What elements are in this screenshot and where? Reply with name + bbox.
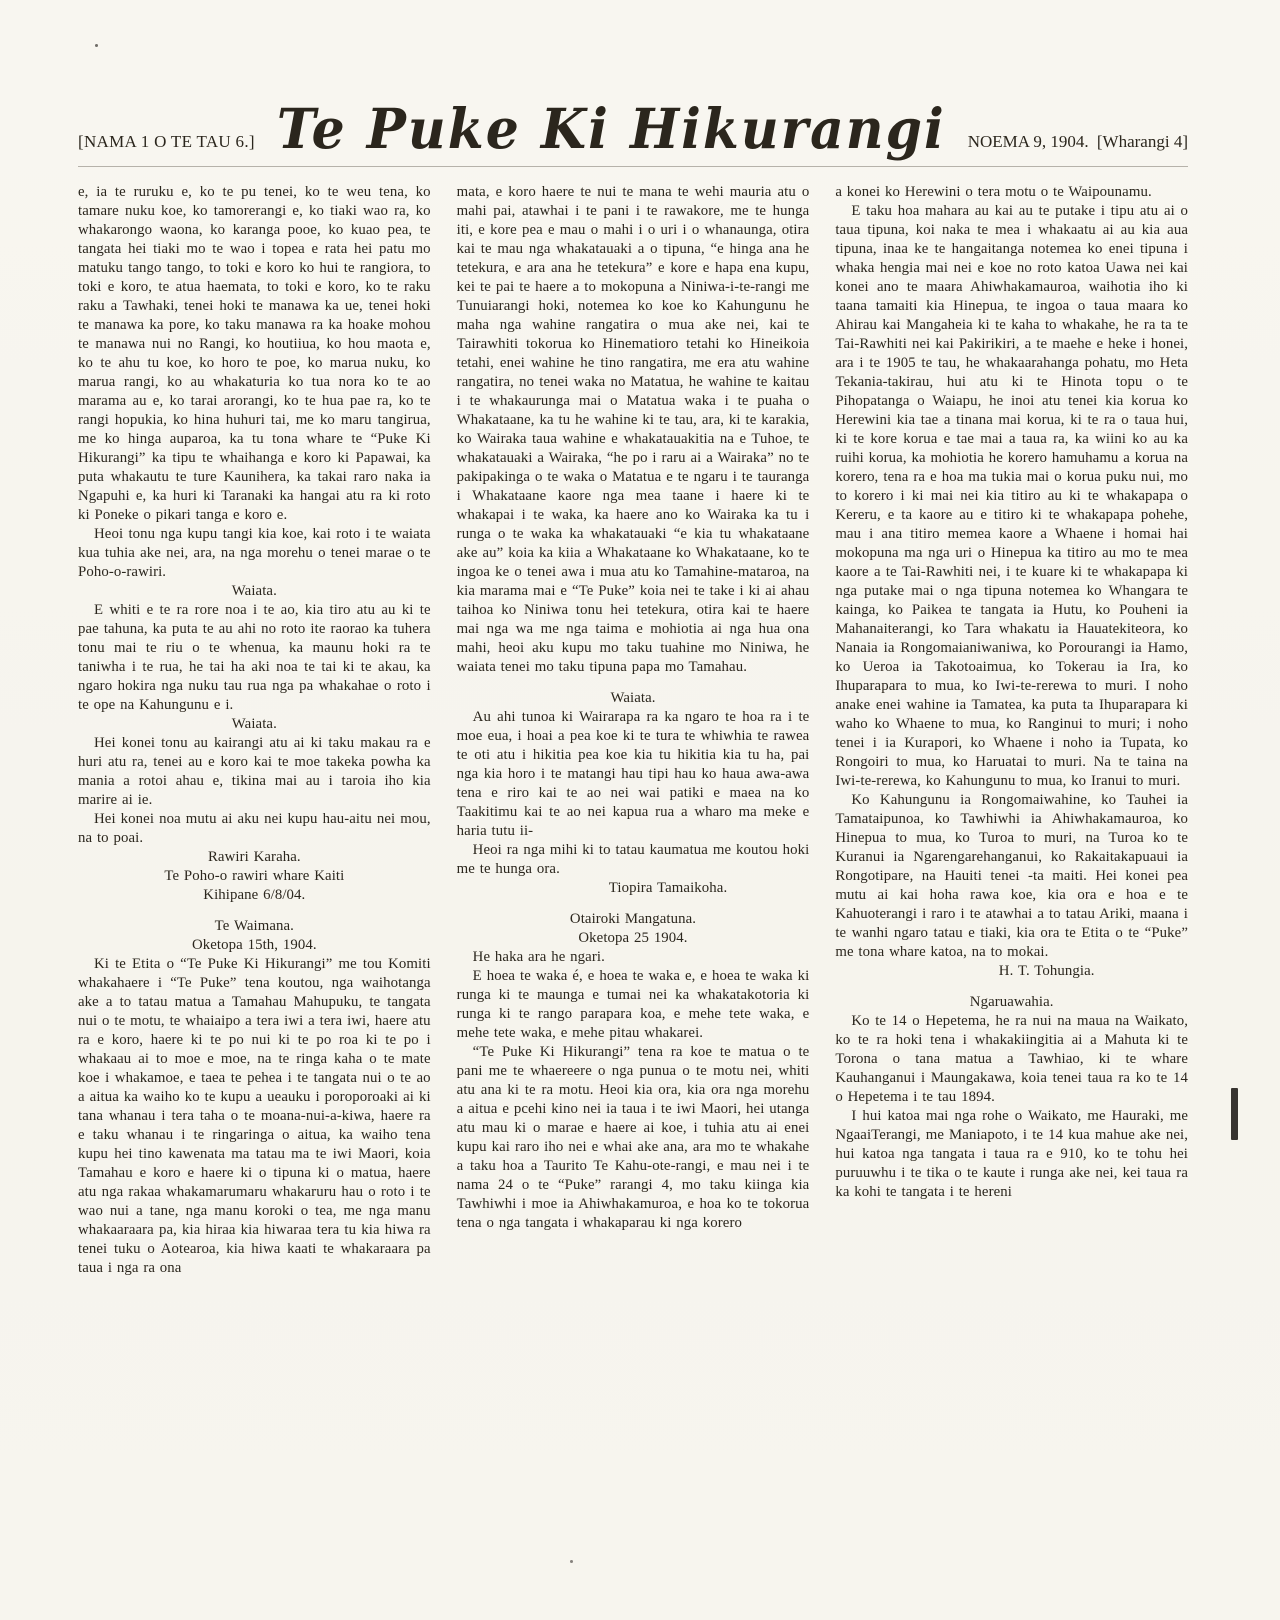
paragraph: Ki te Etita o “Te Puke Ki Hikurangi” me tou Komiti whakahaere i “Te Puke” tena koutou, nga waihotanga ake a to tatau matua a Tamahau Mahupuku, te tangata nui o te motu, te whaiaipo a tera iwi a tera iwi, haere atu ra e koro, haere ki te po nui ki te po roa ki te po i whakaau ai to moe e moe, na te ringa kaha o te mate koe i whakamoe, e taea te pehea i te tangata nui o te ao a aitua ka waiho ko te kupu a ueauku i poroporoaki ai ki tana whanau i tera taha o te moana-nui-a-kiwa, haere ra e taku whanau i te ringaringa o aitua, ka waiho tena kupu hei tino kawenata ma tatau ma te iwi Maori, koia Tamahau e koro e haere ki o tipuna ki o matua, haere atu nga rakaa whakamarumaru whakaruru hau o roto i te wao nui a tane, nga manu koroki o tea, me nga manu whakaaraara pa, kia hiraa kia hiwaraa tera tu kia hiwa ra tenei tuku o Aotearoa, kia hiwa kaati te whakaraara pa taua i nga ra ona xyxy=(78,956,431,1276)
page-number: [Wharangi 4] xyxy=(1096,132,1188,151)
paragraph: Ko te 14 o Hepetema, he ra nui na maua na Waikato, ko te ra hoki tena i whakakiingitia ai a Mahuta ki te Torona o tana matua a Tawhiao, ki te whare Kauhanganui i Maungakawa, koia tenei taua ra ko te 14 o Hepetema i te tau 1894. xyxy=(835,1013,1189,1105)
heading-line: Ngaruawahia. xyxy=(969,994,1054,1010)
heading-line: Tiopira Tamaikoha. xyxy=(608,880,728,896)
scan-artifact-right-edge xyxy=(1231,1088,1238,1140)
paragraph: Hei konei tonu au kairangi atu ai ki taku makau ra e huri atu ra, tenei au e koro kai te moe takeka powha ka mania a rotoi ahau e, tikina mai au i taroia iho kia marire ai ie. xyxy=(78,735,431,808)
heading-line: Te Poho-o rawiri whare Kaiti xyxy=(164,868,345,884)
text-column-1 xyxy=(78,183,431,1278)
heading-line: Waiata. xyxy=(231,716,277,732)
masthead-row xyxy=(78,97,1188,162)
heading-line: Waiata. xyxy=(231,583,277,599)
paragraph: mata, e koro haere te nui te mana te wehi mauria atu o mahi pai, atawhai i te pani i te rawakore, me te hunga iti, e kore pea e mau o mahi i o uri i o whanaunga, otira kai te mau nga whakatauaki a o tipuna, “e hinga ana he tetekura, e ara ana he tetekura” e kore e hapa ena kupu, kei te pai te haere a to mokopuna a Niniwa-i-te-rangi me Tunuiarangi hoki, notemea ko koe ko Kahungunu he maha nga wahine rangatira o mua ake nei, kai te Tairawhiti tokorua ko Hinematioro tetahi ko Hineikoia tetahi, enei wahine he tino rangatira, me era atu wahine rangatira, no tenei waka no Matatua, he wahine te kaitau i te whakaurunga mai o Matatua waka i te puaha o Whakataane, ka tu he wahine ki te tau, ara, ki te karakia, ko Wairaka taua wahine e whakatauakitia na e Tuhoe, te whakatauaki a Wairaka, “he po i raru ai a Wairaka” no te pakipakinga o te waka o Matatua e te ngaru i te tauranga i Whakataane kaore nga mea taane i haere ki te whakapai i te waka, ka haere ano ko Wairaka ka tu i runga o te waka ka whakatauaki “e kia tu whakataane ake au” koia ka kiia a Whakataane ko Whakataane, ko te ingoa ke o tenei awa i mua atu ko Tamahine-mataroa, na kia marama mai e “Te Puke” koia nei te take i ki ai ahau taihoa ko Niniwa tonu hei tetekura, otira kai te haere mai nga wa me nga taima e mohiotia ai nga hua ona mahi, heoi aku kupu mo taku tuahine mo Niniwa, he waiata tenei mo taku tipuna papa mo Tamahau. xyxy=(456,184,810,675)
paragraph: “Te Puke Ki Hikurangi” tena ra koe te matua o te pani me te whaereere o nga punua o te motu nei, whiti atu ana ki te ra motu. Heoi kia ora, kia ora nga morehu a aitua e pcehi kino nei ia taua i te iwi Maori, hei utanga atu mau ki o marae e haere ai koe, i tuhia atu ai enei kupu kai raro iho nei e whai ake ana, ara mo te whakahe a taku hoa a Taurito Te Kahu-ote-rangi, e mau nei i te nama 24 o te “Puke” rarangi 4, mo taku kiinga kia Tawhiwhi i moe ia Ahiwhakamuroa, e hoa ko te tokorua tena o nga tangata i whakaparau ki nga korero xyxy=(456,1044,810,1231)
heading-line: Waiata. xyxy=(610,690,656,706)
issue-number: [NAMA 1 O TE TAU 6.] xyxy=(78,132,255,151)
paragraph: e, ia te ruruku e, ko te pu tenei, ko te weu tena, ko tamare nuku koe, ko tamorerangi e, ko tiaki wao ra, ko whakarongo waona, ko karanga pooe, ko kuao pea, te tangata hei tiaki mo te wao i topea e rata hei patu mo matuku tango tango, to toki e koro ko hui te rangiora, to toki e koro, te atua haemata, to toki e koro, ko te raku raku a Tawhaki, tenei hoki te manawa ka ue, tenei hoki te manawa ka pore, ko taku manawa ra ka hoake mohou te manawa nui no Rangi, ko houtiiua, ko hou maota e, ko te ahu tu koe, ko horo te poe, ko marua nuku, ko marua rangi, ko au whakaturia ko tua nora ko te ao marama au e, ko tarai arorangi, ko te hua pae ra, ko te rangi hopukia, ko hina huhuri tai, me ko maru tangirua, me ko hinga auparoa, ka tu tona whare te “Puke Ki Hikurangi” ka tipu te whaihanga e koro ki Papawai, ka puta whakautu te ture Kaunihera, ka takai raro naka ia Ngapuhi e, ka huri ki Taranaki ka hangai atu ra ki roto ki Poneke o pikari tanga e koro e. xyxy=(78,184,431,523)
header-rule xyxy=(78,166,1188,167)
paragraph: E hoea te waka é, e hoea te waka e, e hoea te waka ki runga ki te maunga e tumai nei ka whakatakotoria ki runga ki te rango parapara koa, e mehe tete waka, e mehe tete waka, e mehe pitau whakarei. xyxy=(456,968,810,1041)
paragraph: E whiti e te ra rore noa i te ao, kia tiro atu au ki te pae tahuna, ka puta te au ahi no roto ite raorao ka tuhera tonu mai te riu o te whenua, ka maunu hoki ra te taniwha i te rua, he tai ha aki noa te tai ki te akau, ka ngaro hokira nga nuku tau rua nga pa whakahae o roto i te ope na Kahungunu e i. xyxy=(78,602,431,713)
paragraph: a konei ko Herewini o tera motu o te Waipounamu. xyxy=(835,184,1152,200)
paragraph: Hei konei noa mutu ai aku nei kupu hau-aitu nei mou, na to poai. xyxy=(78,811,431,846)
paragraph: Heoi tonu nga kupu tangi kia koe, kai roto i te waiata kua tuhia ake nei, ara, na nga morehu o tenei marae o te Poho-o-rawiri. xyxy=(78,526,431,580)
newspaper-title: Te Puke Ki Hikurangi xyxy=(276,97,946,162)
paragraph: Ko Kahungunu ia Rongomaiwahine, ko Tauhei ia Tamataipunoa, ko Tawhiwhi ia Ahiwhakamauroa, ko Hinepua to mua, ko Turoa to muri, na Turoa ko te Kuranui ia Ngarengarehanganui, ko Rakaitakapuaui ia Rongotipare, na Hauiti tenei -ta maiti. Hei konei pea mutu ai kai hoha rawa koe, kia ora e hoa e te Kahuoterangi i raro i te atawhai a to tatau Ariki, maana i te wanhi ngaro tatau e tiaki, kia ora te Etita o te “Puke” me tona whare katoa, na to mokai. xyxy=(835,792,1189,960)
heading-line: Oketopa 25 1904. xyxy=(578,930,688,946)
heading-line: H. T. Tohungia. xyxy=(998,963,1095,979)
heading-line: Rawiri Karaha. xyxy=(207,849,301,865)
date-and-page xyxy=(968,132,1188,152)
heading-line: Oketopa 15th, 1904. xyxy=(191,937,317,953)
heading-line: Otairoki Mangatuna. xyxy=(569,911,697,927)
paragraph: Au ahi tunoa ki Wairarapa ra ka ngaro te hoa ra i te moe eua, i hoai a pea koe ki te tura te whiwhia te rawea te oti atu i hikitia pea koe kia tu hikitia kia tu ha, pai nga kia horo i te matangi hau tipi hau ko haua awa-awa tena e riro kai te ao nei wai patiki e maea na ko Taakitimu kai te ao nei kapua rua a wharo ma meke e haria tutu ii- xyxy=(456,709,810,839)
paragraph: He haka ara he ngari. xyxy=(472,949,605,965)
scan-speck-icon xyxy=(95,44,98,47)
heading-line: Te Waimana. xyxy=(214,918,294,934)
paragraph: I hui katoa mai nga rohe o Waikato, me Hauraki, me NgaaiTerangi, me Maniapoto, i te 14 kua mahue ake nei, hui katoa nga tangata i taua ra e 910, ko te tohu hei puruuwhu i te tika o te kaute i runga ake nei, kei taua ra ka kohi te tangata i te hereni xyxy=(835,1108,1189,1200)
scan-speck-bottom-icon xyxy=(570,1560,573,1563)
article-columns xyxy=(78,183,1188,1278)
issue-date: NOEMA 9, 1904. xyxy=(967,132,1089,151)
paragraph: E taku hoa mahara au kai au te putake i tipu atu ai o taua tipuna, koi naka te mea i whakaatu ai au kia aua tipuna, inaa ke te hangaitanga notemea ko enei tipuna i whaka hengia mai nei e koe no roto katoa Uawa nei kai konei ano te maara Ahiwhakamauroa, waihotia iho ki taana tamaiti kia Hinepua, te ingoa o taua maara ko Ahirau kai Mangaheia ki te kaha to whakahe, he ra ta te Tai-Rawhiti nei kai Pakirikiri, a te maehe e heke i honei, ara i te 1905 te tau, he whakaarahanga pohatu, mo Heta Tekania-takirau, hui atu ki te Hinota topu o te Pihopatanga o Waiapu, he inoi atu tenei kia korua ko Herewini kia tae a tinana mai korua, ki te ra o taua hui, ki te kore korua e tae mai a taua ra, ka wiini ko au ka ruihi korua, ka mohiotia he korero hamuhamu a korua na korero, tena ra e hoa ma tukia mai o korua puku nui, mo to korero i ki mai nei kia titiro au ki te whakapapa o Kereru, e ta kaore au e titiro ki te whakapapa pohehe, mau i ana titiro memea kaore a Whaene i homai hai mokopuna ma nga uri o Hinepua ka titiro au mo te mea kaore a te Tai-Rawhiti nei, i te kuare ki te whakapapa ki nga putake mai o nga tipuna notemea ko Whangara te kainga, ko Paikea te tangata ia Hutu, ko Pouheni ia Mahanaiterangi, ko Tara whakatu ia Hauatekiteora, ko Nanaia ia Rongomaianiwaniwa, ko Porourangi ia Hamo, ko Ueroa ia Takotoaimua, ko Tokerau ia Ira, ko Ihuparapara to mua, ko Iwi-te-rerewa to muri. I noho anake enei wahine ia Tamatea, ka puta ta Ihuparapara ki waho ko Whaene to mua, ko Ranginui to muri; i noho tenei i ia Kurapori, ko Whaene i noho ia Tupata, ko Rongoiri to mua, ko Haruatai to muri. Na te taina na Iwi-te-rerewa, ko Kahungunu to mua, ko Iranui to muri. xyxy=(835,203,1189,789)
heading-line: Kihipane 6/8/04. xyxy=(203,887,306,903)
text-column-3 xyxy=(835,183,1188,1278)
paragraph: Heoi ra nga mihi ki to tatau kaumatua me koutou hoki me te hunga ora. xyxy=(456,842,810,877)
text-column-2 xyxy=(457,183,810,1278)
